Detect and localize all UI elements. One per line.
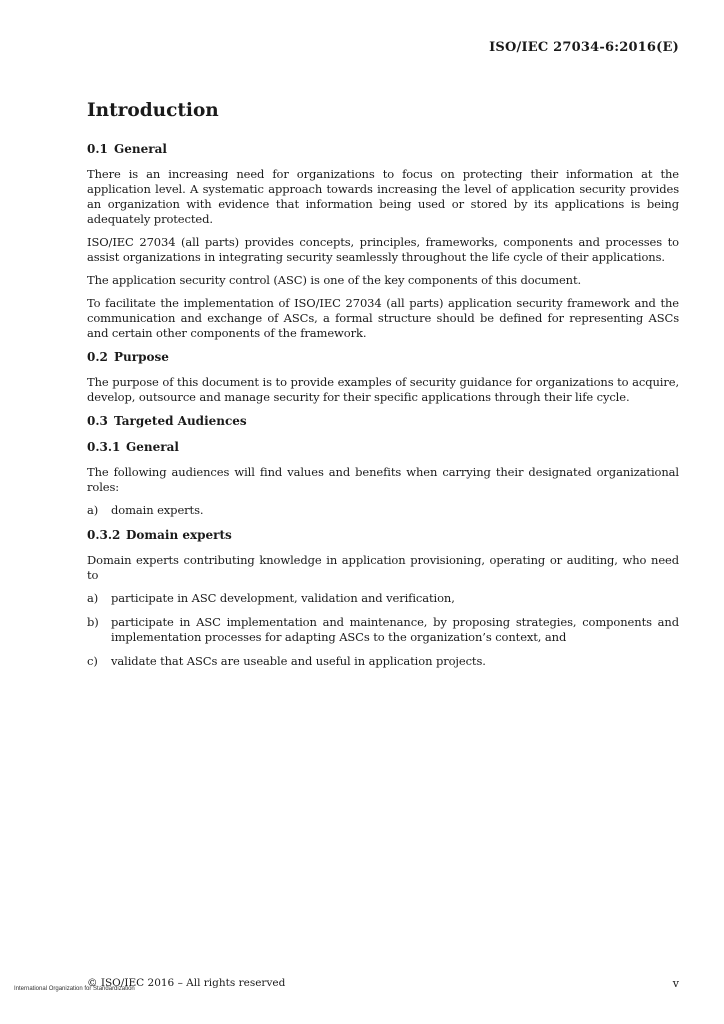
paragraph: The application security control (ASC) is one of the key components of this document. bbox=[87, 273, 582, 287]
page-footer bbox=[0, 977, 724, 997]
list-item bbox=[87, 654, 679, 669]
section-heading-0-3-2 bbox=[87, 527, 679, 543]
list-item bbox=[87, 503, 679, 518]
paragraph: The following audiences will find values and benefits when carrying their designated organizational roles: bbox=[87, 465, 679, 494]
section-heading-0-1 bbox=[87, 141, 679, 157]
section-heading-0-3 bbox=[87, 413, 679, 429]
section-title: Purpose bbox=[114, 350, 169, 364]
domain-experts-list bbox=[87, 591, 679, 669]
section-number: 0.1 bbox=[87, 142, 108, 156]
section-heading-0-3-1 bbox=[87, 439, 679, 455]
list-marker: c) bbox=[87, 654, 98, 668]
section-number: 0.3 bbox=[87, 414, 108, 428]
list-item-text: domain experts. bbox=[111, 503, 204, 517]
section-title: General bbox=[114, 142, 167, 156]
document-body bbox=[87, 141, 679, 678]
list-marker: a) bbox=[87, 503, 99, 517]
list-item bbox=[87, 615, 679, 645]
section-title: Targeted Audiences bbox=[114, 414, 247, 428]
section-title: General bbox=[126, 440, 179, 454]
audience-list bbox=[87, 503, 679, 518]
paragraph: There is an increasing need for organizations to focus on protecting their information at the application level. A systematic approach towards increasing the level of application security provides an organization with evidence that information being used or stored by its applications is being adequately protected. bbox=[87, 167, 679, 226]
paragraph: To facilitate the implementation of ISO/IEC 27034 (all parts) application security framework and the communication and exchange of ASCs, a formal structure should be defined for representing ASCs and certain other components of the framework. bbox=[87, 296, 679, 340]
watermark-text: International Organization for Standardization bbox=[14, 986, 135, 992]
list-item-text: validate that ASCs are useable and useful in application projects. bbox=[111, 654, 486, 668]
list-marker: a) bbox=[87, 591, 99, 605]
list-item-text: participate in ASC development, validation and verification, bbox=[111, 591, 455, 605]
section-number: 0.3.2 bbox=[87, 528, 121, 542]
section-title: Domain experts bbox=[126, 528, 232, 542]
list-item-text: participate in ASC implementation and maintenance, by proposing strategies, components and implementation processes for adapting ASCs to the organization’s context, and bbox=[111, 615, 679, 644]
document-id: ISO/IEC 27034-6:2016(E) bbox=[489, 40, 679, 55]
section-heading-0-2 bbox=[87, 349, 679, 365]
copyright-notice: © ISO/IEC 2016 – All rights reserved bbox=[87, 977, 286, 989]
page-title: Introduction bbox=[87, 100, 219, 121]
page-number: v bbox=[672, 977, 679, 990]
section-number: 0.3.1 bbox=[87, 440, 121, 454]
section-number: 0.2 bbox=[87, 350, 108, 364]
list-marker: b) bbox=[87, 615, 99, 629]
paragraph: Domain experts contributing knowledge in application provisioning, operating or auditing, who need to bbox=[87, 553, 679, 582]
paragraph: The purpose of this document is to provide examples of security guidance for organizations to acquire, develop, outsource and manage security for their specific applications through their life cycle. bbox=[87, 375, 679, 404]
list-item bbox=[87, 591, 679, 606]
paragraph: ISO/IEC 27034 (all parts) provides concepts, principles, frameworks, components and processes to assist organizations in integrating security seamlessly throughout the life cycle of their applications. bbox=[87, 235, 679, 264]
